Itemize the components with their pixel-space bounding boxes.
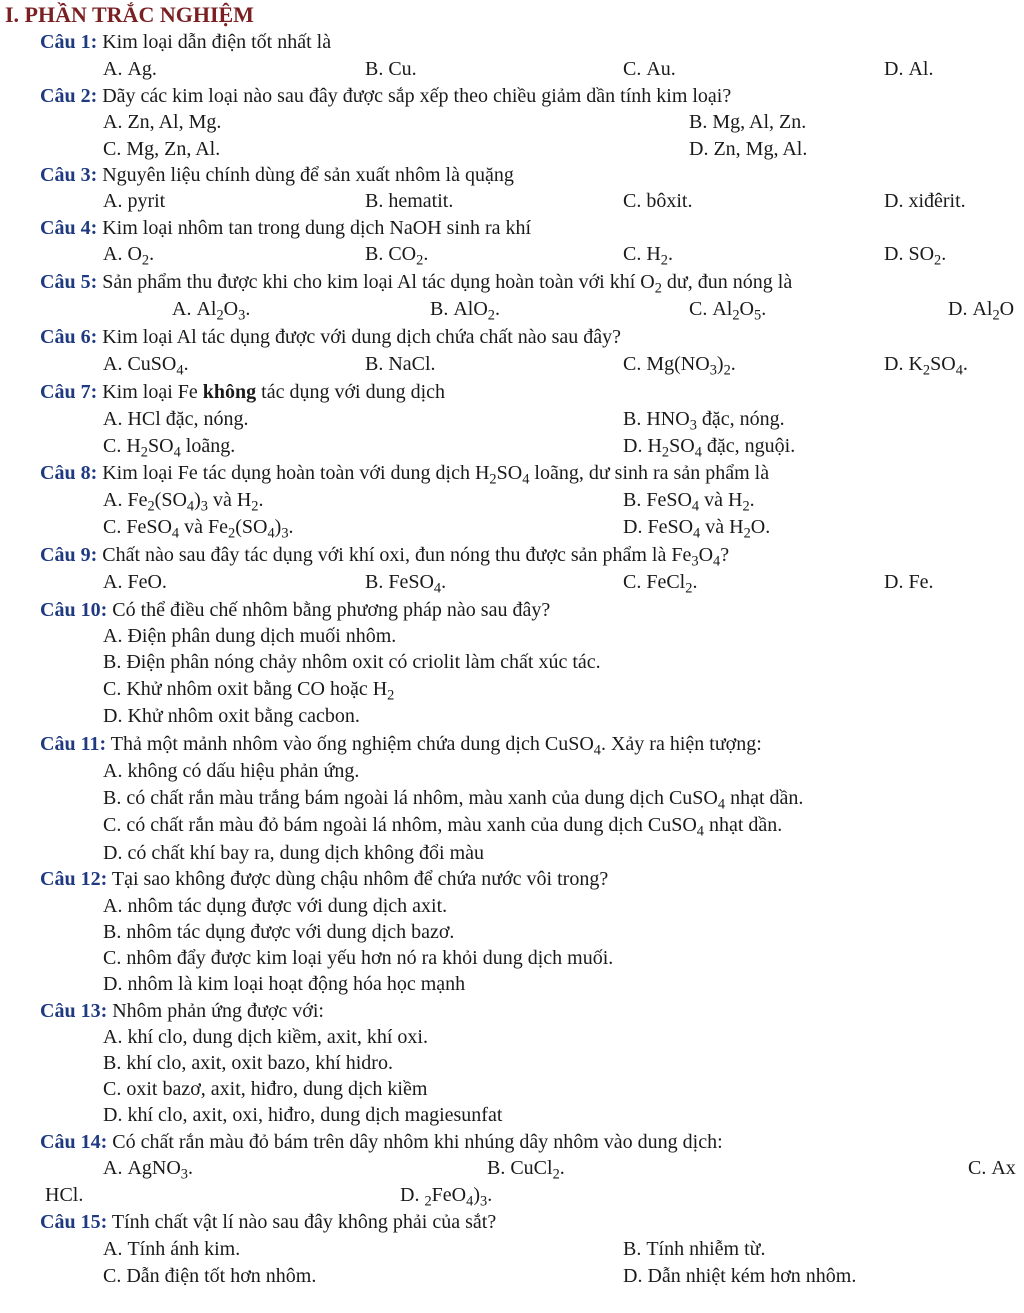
option-1c[interactable]: C. Au. [623, 58, 676, 80]
emphasis-not: không [202, 381, 257, 403]
question-4 [40, 217, 531, 240]
question-text: Kim loại dẫn điện tốt nhất là [102, 31, 332, 53]
question-15 [40, 1211, 496, 1234]
question-number: Câu 8: [40, 462, 98, 484]
question-1 [40, 31, 331, 54]
question-number: Câu 4: [40, 217, 98, 239]
question-text: Kim loại Al tác dụng được với dung dịch chứa chất nào sau đây? [102, 326, 622, 348]
question-number: Câu 7: [40, 381, 98, 403]
question-text: Tính chất vật lí nào sau đây không phải của sắt? [111, 1211, 497, 1233]
option-2c[interactable]: C. Mg, Zn, Al. [103, 138, 221, 160]
option-6a[interactable]: A. CuSO$_4$. [103, 353, 189, 379]
option-1b[interactable]: B. Cu. [365, 58, 417, 80]
question-11 [40, 733, 762, 759]
option-3b[interactable]: B. hematit. [365, 190, 454, 212]
option-6b[interactable]: B. NaCl. [365, 353, 436, 375]
question-text: Sản phẩm thu được khi cho kim loại Al tác dụng hoàn toàn với khí $O_2$ dư, đun nóng là [102, 271, 793, 297]
question-number: Câu 13: [40, 1000, 108, 1022]
question-number: Câu 2: [40, 85, 98, 107]
option-12c[interactable]: C. nhôm đẩy được kim loại yếu hơn nó ra khỏi dung dịch muối. [103, 947, 614, 969]
question-7 [40, 381, 445, 404]
question-8 [40, 462, 770, 488]
option-11c[interactable]: C. có chất rắn màu đỏ bám ngoài lá nhôm, màu xanh của dung dịch CuSO$_4$ nhạt dần. [103, 814, 783, 840]
question-text: Có thể điều chế nhôm bằng phương pháp nào sau đây? [112, 599, 551, 621]
question-14 [40, 1131, 723, 1154]
option-5c[interactable]: C. $Al_2O_5$. [689, 298, 767, 324]
option-3a[interactable]: A. pyrit [103, 190, 166, 212]
option-13b[interactable]: B. khí clo, axit, oxit bazo, khí hidro. [103, 1052, 393, 1074]
question-number: Câu 5: [40, 271, 98, 293]
section-title: I. PHẦN TRẮC NGHIỆM [5, 2, 254, 27]
option-2a[interactable]: A. Zn, Al, Mg. [103, 111, 222, 133]
question-6 [40, 326, 621, 349]
option-11d[interactable]: D. có chất khí bay ra, dung dịch không đổi màu [103, 842, 485, 864]
question-text: Dãy các kim loại nào sau đây được sắp xếp theo chiều giảm dần tính kim loại? [102, 85, 732, 107]
question-3 [40, 164, 514, 187]
question-number: Câu 6: [40, 326, 98, 348]
option-6c[interactable]: C. $Mg(NO_3)_2$. [623, 353, 736, 379]
question-text: Kim loại Fe tác dụng hoàn toàn với dung dịch $H_2SO_4$ loãng, dư sinh ra sản phẩm là [102, 462, 770, 488]
option-8d[interactable]: D. FeSO$_4$ và $H_2O$. [623, 516, 771, 542]
option-1d[interactable]: D. Al. [884, 58, 934, 80]
option-9b[interactable]: B. FeSO$_4$. [365, 571, 447, 597]
question-number: Câu 1: [40, 31, 98, 53]
option-4c[interactable]: C. $H_2$. [623, 243, 673, 269]
option-6d[interactable]: D. $K_2SO_4$. [884, 353, 968, 379]
question-text: Chất nào sau đây tác dụng với khí oxi, đun nóng thu được sản phẩm là $Fe_3O_4$? [102, 544, 730, 570]
question-text: Kim loại nhôm tan trong dung dịch NaOH sinh ra khí [102, 217, 532, 239]
option-10b[interactable]: B. Điện phân nóng chảy nhôm oxit có criolit làm chất xúc tác. [103, 651, 601, 673]
option-4d[interactable]: D. $SO_2$. [884, 243, 947, 269]
question-number: Câu 15: [40, 1211, 108, 1233]
question-text: Kim loại Fe không tác dụng với dung dịch [102, 381, 446, 403]
option-2d[interactable]: D. Zn, Mg, Al. [689, 138, 808, 160]
option-12b[interactable]: B. nhôm tác dụng được với dung dịch bazơ. [103, 921, 455, 943]
option-9d[interactable]: D. Fe. [884, 571, 934, 593]
option-3d[interactable]: D. xiđêrit. [884, 190, 966, 212]
option-2b[interactable]: B. Mg, Al, Zn. [689, 111, 807, 133]
option-7c[interactable]: C. $H_2SO_4$ loãng. [103, 435, 236, 461]
option-14b[interactable]: B. CuCl$_2$. [487, 1157, 565, 1183]
option-8b[interactable]: B. FeSO$_4$ và $H_2$. [623, 489, 755, 515]
option-7b[interactable]: B. $HNO_3$ đặc, nóng. [623, 408, 785, 434]
option-8c[interactable]: C. FeSO$_4$ và $Fe_2(SO_4)_3$. [103, 516, 294, 542]
option-13c[interactable]: C. oxit bazơ, axit, hiđro, dung dịch kiềm [103, 1078, 428, 1100]
question-text: Thả một mảnh nhôm vào ống nghiệm chứa dung dịch CuSO$_4$. Xảy ra hiện tượng: [110, 733, 762, 759]
option-15a[interactable]: A. Tính ánh kim. [103, 1238, 241, 1260]
option-15d[interactable]: D. Dẫn nhiệt kém hơn nhôm. [623, 1265, 857, 1287]
question-13 [40, 1000, 324, 1023]
question-2 [40, 85, 731, 108]
question-9 [40, 544, 730, 570]
question-text: Tại sao không được dùng chậu nhôm để chứa nước vôi trong? [111, 868, 609, 890]
option-11b[interactable]: B. có chất rắn màu trắng bám ngoài lá nhôm, màu xanh của dung dịch CuSO$_4$ nhạt dần. [103, 787, 804, 813]
option-4a[interactable]: A. $O_2$. [103, 243, 155, 269]
option-9c[interactable]: C. FeCl$_2$. [623, 571, 698, 597]
option-5d[interactable]: D. $Al_2O$ [948, 298, 1015, 324]
option-3c[interactable]: C. bôxit. [623, 190, 693, 212]
question-number: Câu 11: [40, 733, 107, 755]
option-7a[interactable]: A. HCl đặc, nóng. [103, 408, 249, 430]
question-number: Câu 12: [40, 868, 108, 890]
option-7d[interactable]: D. $H_2SO_4$ đặc, nguội. [623, 435, 796, 461]
question-number: Câu 14: [40, 1131, 108, 1153]
question-text: Nhôm phản ứng được với: [112, 1000, 324, 1022]
option-14-overflow[interactable]: HCl. [45, 1184, 84, 1206]
question-12 [40, 868, 608, 891]
question-number: Câu 3: [40, 164, 98, 186]
option-10c[interactable]: C. Khử nhôm oxit bằng CO hoặc $H_2$ [103, 678, 395, 704]
question-text: Nguyên liệu chính dùng để sản xuất nhôm là quặng [102, 164, 514, 186]
option-4b[interactable]: B. $CO_2$. [365, 243, 429, 269]
option-12a[interactable]: A. nhôm tác dụng được với dung dịch axit. [103, 895, 448, 917]
question-text: Có chất rắn màu đỏ bám trên dây nhôm khi nhúng dây nhôm vào dung dịch: [112, 1131, 723, 1153]
option-10d[interactable]: D. Khử nhôm oxit bằng cacbon. [103, 705, 360, 727]
question-10 [40, 599, 550, 622]
option-10a[interactable]: A. Điện phân dung dịch muối nhôm. [103, 625, 397, 647]
option-13d[interactable]: D. khí clo, axit, oxi, hiđro, dung dịch magiesunfat [103, 1104, 503, 1126]
option-14c[interactable]: C. Ax [968, 1157, 1016, 1179]
option-1a[interactable]: A. Ag. [103, 58, 157, 80]
option-15c[interactable]: C. Dẫn điện tốt hơn nhôm. [103, 1265, 317, 1287]
option-8a[interactable]: A. $Fe_2(SO_4)_3$ và $H_2$. [103, 489, 264, 515]
option-14a[interactable]: A. AgNO$_3$. [103, 1157, 193, 1183]
question-number: Câu 10: [40, 599, 108, 621]
option-5a[interactable]: A. $Al_2O_3$. [172, 298, 251, 324]
option-11a[interactable]: A. không có dấu hiệu phản ứng. [103, 760, 360, 782]
option-9a[interactable]: A. FeO. [103, 571, 167, 593]
option-14d[interactable]: D. $_2FeO_4)_3$. [400, 1184, 493, 1210]
option-13a[interactable]: A. khí clo, dung dịch kiềm, axit, khí oxi. [103, 1026, 428, 1048]
question-5 [40, 271, 793, 297]
option-15b[interactable]: B. Tính nhiễm từ. [623, 1238, 766, 1260]
question-number: Câu 9: [40, 544, 98, 566]
option-12d[interactable]: D. nhôm là kim loại hoạt động hóa học mạnh [103, 973, 466, 995]
option-5b[interactable]: B. AlO$_2$. [430, 298, 500, 324]
